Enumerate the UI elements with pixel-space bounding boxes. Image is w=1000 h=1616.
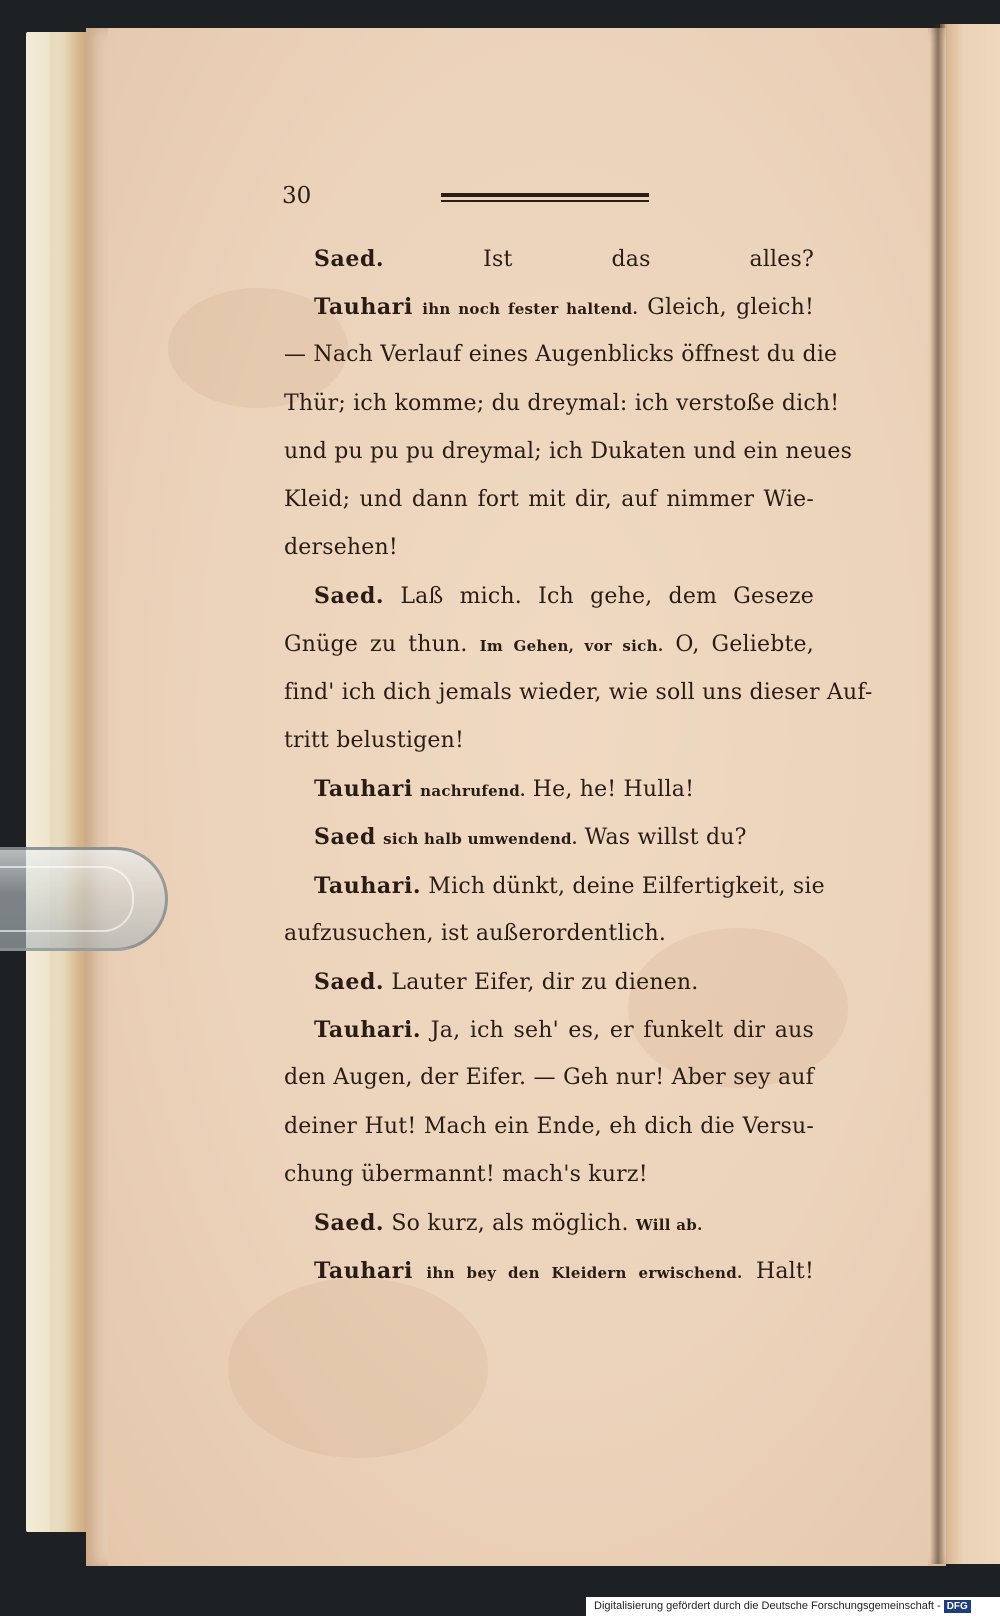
dialogue-text: Ja, ich seh' es, er funkelt dir aus <box>430 1018 814 1044</box>
stage-direction: Im Gehen, vor sich. <box>479 636 664 655</box>
text-line <box>284 774 814 806</box>
text-line <box>284 340 838 370</box>
dialogue-text: aufzusuchen, ist außerordentlich. <box>284 920 667 946</box>
dialogue-text: O, Geliebte, <box>675 631 814 657</box>
dialogue-text: find' ich dich jemals wieder, wie soll uns dieser Auf- <box>284 679 873 705</box>
stage-direction: nachrufend. <box>420 782 526 801</box>
text-line <box>284 1256 814 1288</box>
dialogue-text: und pu pu pu dreymal; ich Dukaten und ein neues <box>284 438 853 464</box>
speaker-name: Saed. <box>314 969 385 995</box>
header-rule <box>441 193 649 203</box>
text-line <box>284 822 814 854</box>
dialogue-text: Gnüge zu thun. <box>284 631 468 657</box>
text-line <box>284 581 814 612</box>
footer-text: Digitalisierung gefördert durch die Deutsche Forschungsgemeinschaft - <box>594 1600 941 1612</box>
text-line <box>284 485 814 515</box>
text-line <box>284 967 814 998</box>
speaker-name: Saed. <box>314 1210 385 1236</box>
text-line <box>284 533 814 563</box>
page-stack-highlight <box>50 32 60 1532</box>
speaker-name: Saed. <box>314 246 385 272</box>
speaker-name: Saed <box>314 824 376 851</box>
dialogue-text: Ist das alles? <box>483 247 814 272</box>
text-line <box>284 1208 814 1240</box>
glass-page-clip <box>0 847 168 951</box>
dfg-logo: DFG <box>944 1600 971 1613</box>
text-line <box>284 726 814 756</box>
text-line <box>284 437 853 467</box>
speaker-name: Tauhari <box>314 294 413 321</box>
text-line <box>284 389 840 419</box>
paper-stain <box>228 1278 488 1458</box>
dialogue-text: He, he! Hulla! <box>532 777 695 803</box>
dialogue-text: — Nach Verlauf eines Augenblicks öffnest du die <box>284 342 838 368</box>
dialogue-text: Lauter Eifer, dir zu dienen. <box>391 970 699 995</box>
dialogue-text: Was willst du? <box>584 825 747 851</box>
dialogue-text: dersehen! <box>284 535 398 561</box>
dialogue-text: chung übermannt! mach's kurz! <box>284 1161 648 1187</box>
digitization-footer <box>586 1597 1000 1616</box>
text-line <box>284 1015 814 1046</box>
dialogue-text: Halt! <box>755 1259 814 1285</box>
speaker-name: Tauhari <box>314 1258 413 1285</box>
speaker-name: Tauhari. <box>314 1017 422 1044</box>
facing-page <box>940 24 1000 1564</box>
text-line <box>284 678 873 708</box>
stage-direction: sich halb umwendend. <box>383 830 578 849</box>
gutter-shadow <box>930 24 946 1564</box>
dialogue-text: Kleid; und dann fort mit dir, auf nimmer Wie- <box>284 487 814 512</box>
text-line <box>284 871 825 902</box>
dialogue-text: Laß mich. Ich gehe, dem Geseze <box>400 584 814 610</box>
dialogue-text: So kurz, als möglich. <box>391 1211 629 1236</box>
text-line <box>284 1112 814 1142</box>
stage-direction: Will ab. <box>635 1216 703 1234</box>
text-line <box>284 244 814 275</box>
dialogue-text: Gleich, gleich! <box>647 295 814 321</box>
speaker-name: Tauhari. <box>314 872 422 899</box>
stage-direction: ihn noch fester haltend. <box>422 300 638 319</box>
dialogue-text: deiner Hut! Mach ein Ende, eh dich die Versu- <box>284 1113 814 1139</box>
dialogue-text: den Augen, der Eifer. — Geh nur! Aber sey auf <box>284 1065 814 1091</box>
stage-direction: ihn bey den Kleidern erwischend. <box>426 1264 743 1283</box>
dialogue-text: tritt belustigen! <box>284 728 465 753</box>
page-number: 30 <box>282 183 312 209</box>
text-line <box>284 292 814 324</box>
speaker-name: Saed. <box>314 583 385 610</box>
dialogue-text: Mich dünkt, deine Eilfertigkeit, sie <box>428 873 825 899</box>
text-line <box>284 1160 814 1190</box>
speaker-name: Tauhari <box>314 776 413 803</box>
text-line <box>284 1063 814 1093</box>
text-line <box>284 919 814 949</box>
text-line <box>284 630 814 661</box>
dialogue-text: Thür; ich komme; du dreymal: ich verstoße dich! <box>284 390 840 416</box>
